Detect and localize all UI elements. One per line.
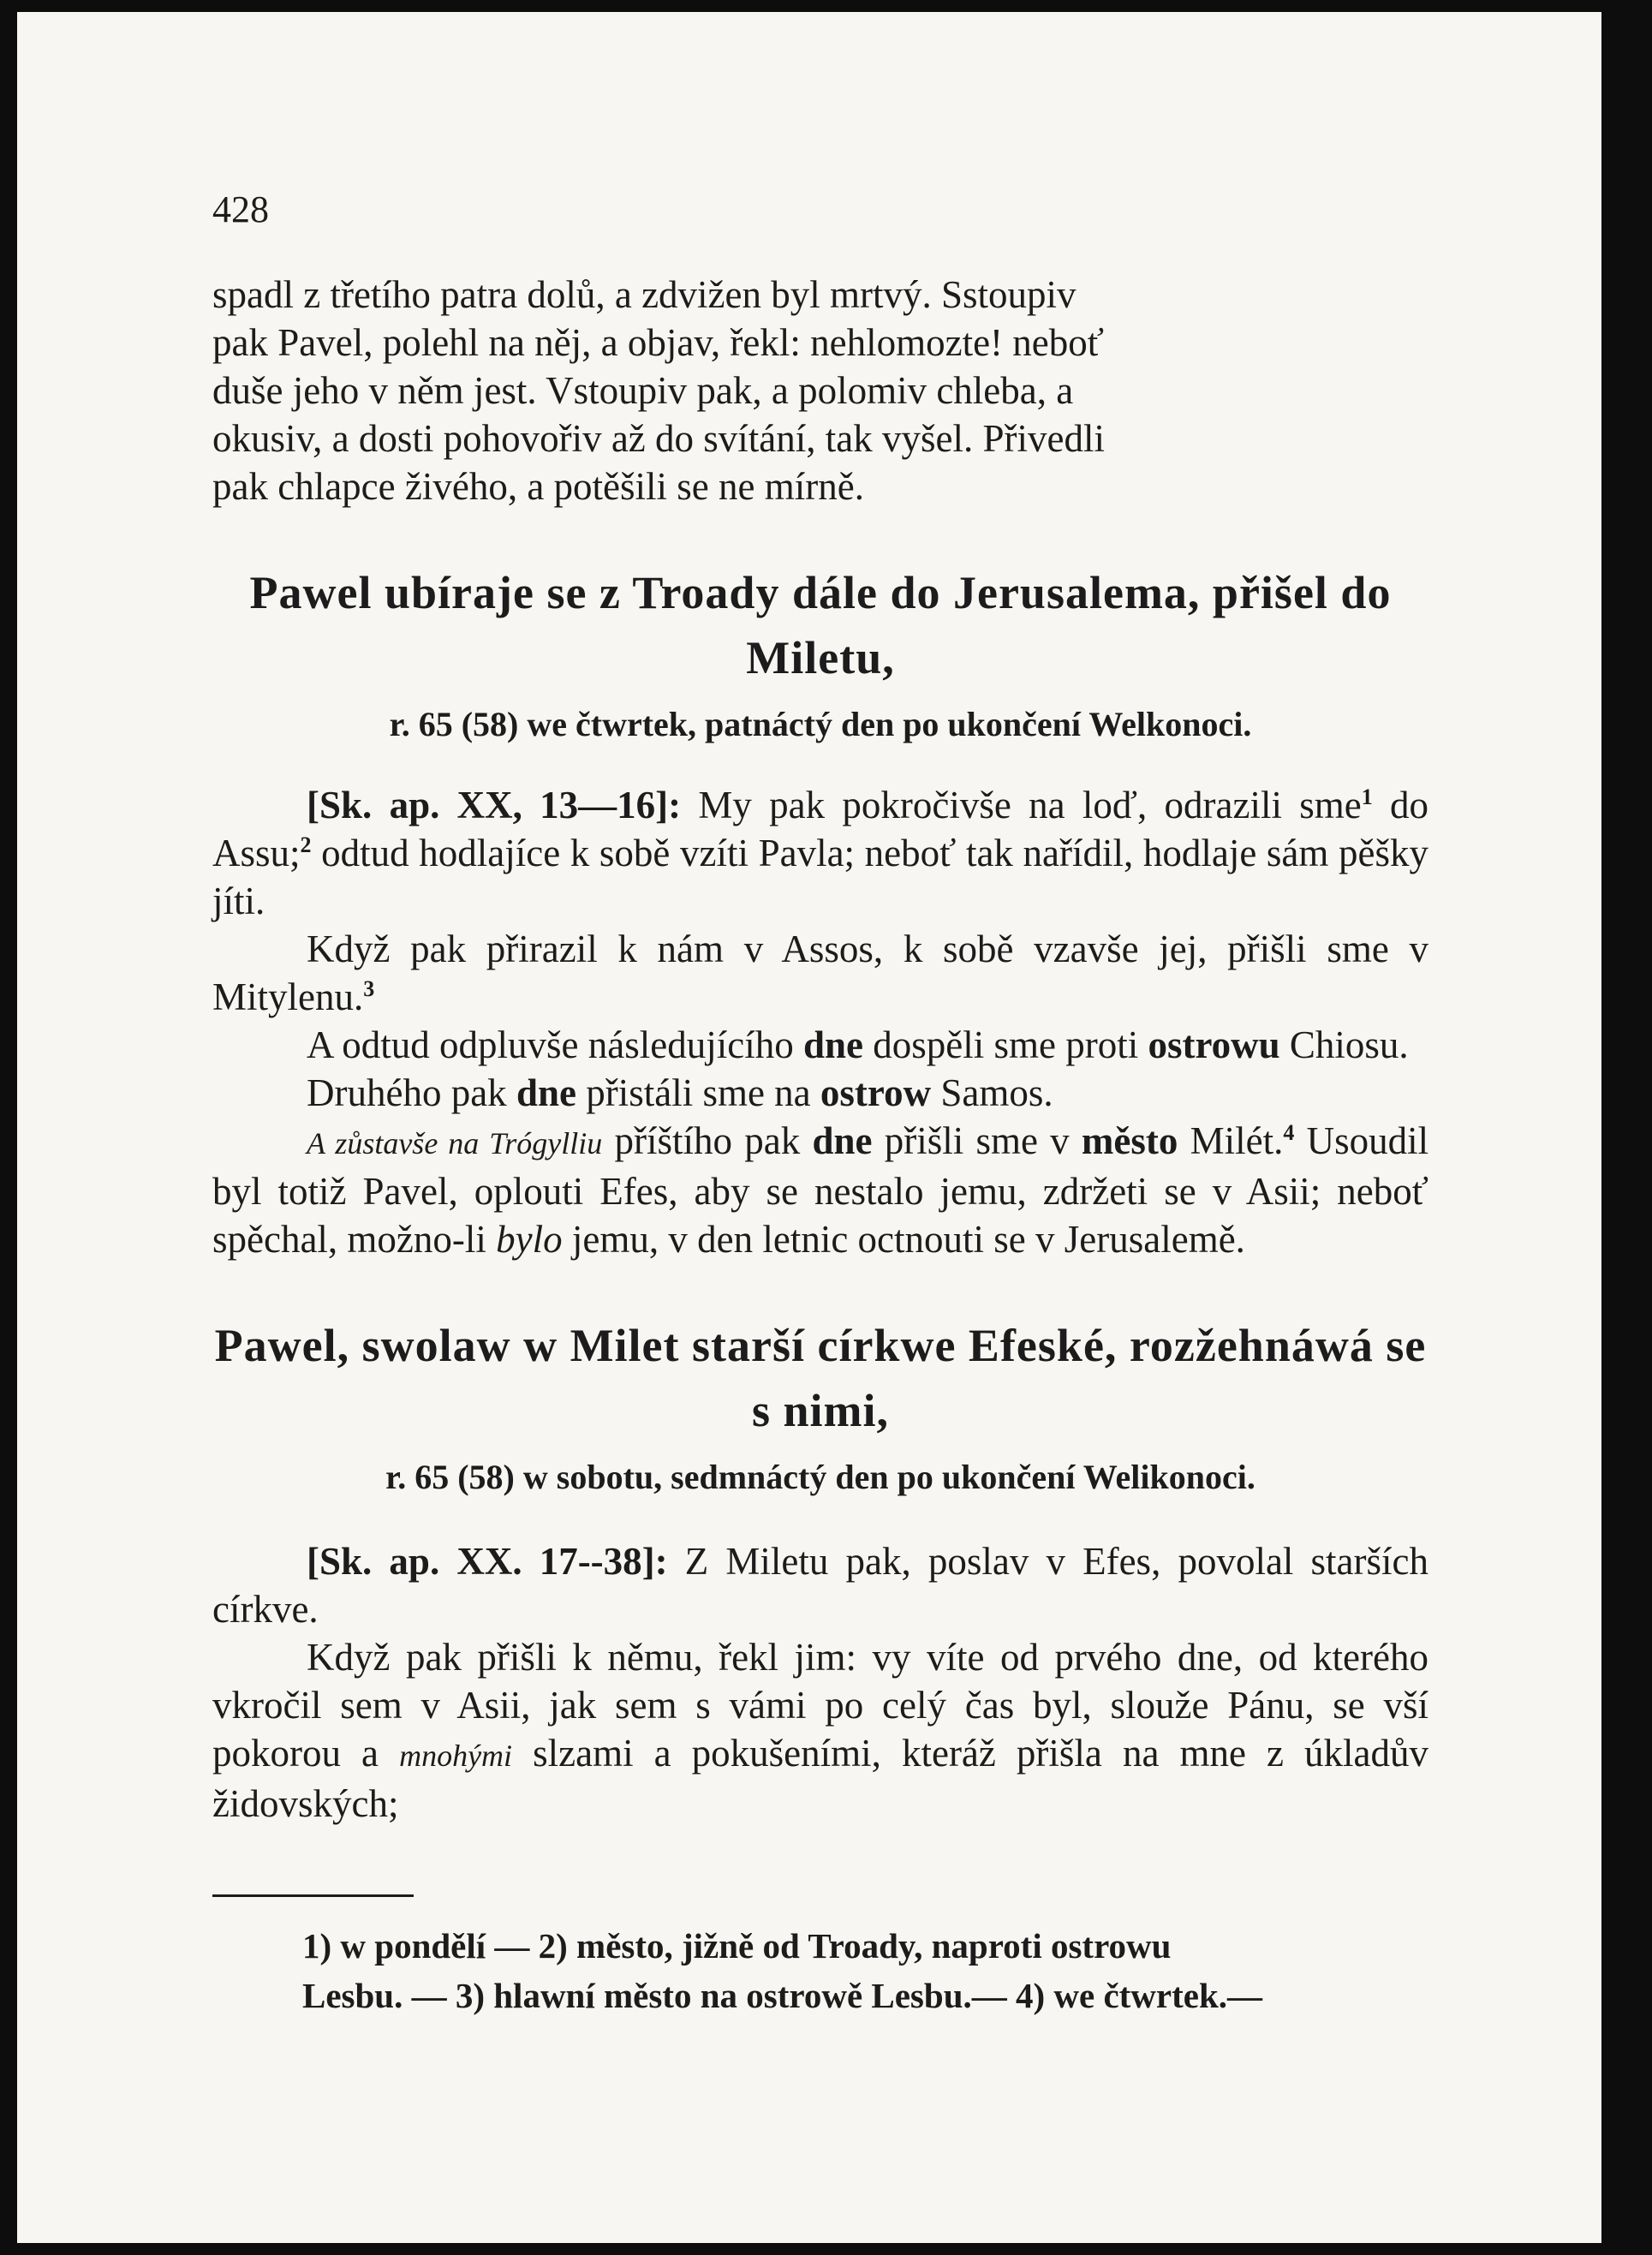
page-content [212,188,1428,2020]
text-run: Milét. [1190,1119,1284,1162]
italic-run: mnohými [399,1739,513,1773]
intro-paragraph [212,271,1428,510]
footnotes [212,1921,1428,2020]
intro-line: duše jeho v něm jest. Vstoupiv pak, a polomiv chleba, a [212,369,1074,412]
text-run: přistáli sme na [586,1071,811,1114]
italic-run: A zůstavše na Trógylliu [307,1126,603,1160]
footnote-line: Lesbu. — 3) hlawní město na ostrowě Lesbu.— 4) we čtwrtek.— [302,1976,1263,2015]
section-1-paragraph-2 [212,925,1428,1021]
footnote-marker: 2 [300,832,312,857]
scripture-reference: [Sk. ap. XX. 17--38]: [307,1540,668,1583]
text-run: Chiosu. [1289,1023,1409,1066]
text-run: odtud hodlajíce k sobě vzíti Pavla; neboť tak nařídil, hodlaje sám pěšky jíti. [212,832,1428,922]
text-run: My pak pokročivše na loď, odrazili sme [698,784,1362,826]
intro-line: spadl z třetího patra dolů, a zdvižen byl mrtvý. Sstoupiv [212,273,1076,316]
text-run: A odtud odpluvše následujícího [307,1023,794,1066]
footnote-marker: 3 [363,976,375,1001]
intro-line: pak Pavel, polehl na něj, a objav, řekl: nehlomozte! neboť [212,321,1104,364]
intro-line: okusiv, a dosti pohovořiv až do svítání, tak vyšel. Přivedli [212,417,1105,460]
footnote-separator [212,1894,414,1897]
fraktur-word: ostrowu [1148,1023,1280,1066]
intro-line: pak chlapce živého, a potěšili se ne mírně. [212,465,864,508]
fraktur-word: ostrow [820,1071,932,1114]
text-run: příštího pak [614,1119,801,1162]
section-1-paragraph-3 [212,1021,1428,1069]
page-number: 428 [212,188,269,230]
book-page [17,12,1608,2243]
text-run: jemu, v den letnic octnouti se v Jerusalemě. [571,1218,1245,1261]
fraktur-word: dne [516,1071,576,1114]
section-2-paragraph-2 [212,1633,1428,1828]
section-2-subheading: r. 65 (58) w sobotu, sedmnáctý den po ukončení Welikonoci. [385,1458,1255,1496]
text-run: Druhého pak [307,1071,507,1114]
text-run: Samos. [940,1071,1053,1114]
fraktur-word: dne [812,1119,873,1162]
section-2-paragraph-1 [212,1537,1428,1633]
italic-run: bylo [496,1218,563,1261]
text-run: slzami a pokušeními, kteráž přišla na mne z úkladův židovských; [212,1732,1429,1825]
footnote-line: 1) w pondělí — 2) město, jižně od Troady, naproti ostrowu [302,1926,1172,1966]
text-run: dospěli sme proti [873,1023,1139,1066]
section-1-heading: Pawel ubíraje se z Troady dále do Jerusalema, přišel do Miletu, [249,567,1392,683]
footnote-marker: 1 [1361,784,1373,809]
text-run: Usoudil byl totiž Pavel, oplouti Efes, aby se nestalo jemu, zdržeti se v Asii; neboť spěchal, možno-li [212,1119,1429,1261]
scripture-reference: [Sk. ap. XX, 13—16]: [307,784,682,826]
section-1-paragraph-4 [212,1069,1428,1117]
text-run: do Assu; [212,784,1428,874]
section-1-paragraph-5 [212,1117,1428,1263]
footnote-marker: 4 [1283,1120,1295,1145]
section-1-subheading: r. 65 (58) we čtwrtek, patnáctý den po ukončení Welkonoci. [389,705,1252,743]
text-run: Z Miletu pak, poslav v Efes, povolal starších církve. [212,1540,1429,1631]
text-run: Když pak přirazil k nám v Assos, k sobě vzavše jej, přišli sme v Mitylenu. [212,928,1428,1018]
fraktur-word: město [1081,1119,1178,1162]
page-edge-rule [1601,12,1608,2243]
section-1-paragraph-1 [212,781,1428,925]
text-run: přišli sme v [884,1119,1070,1162]
text-run: Když pak přišli k němu, řekl jim: vy víte od prvého dne, od kterého vkročil sem v Asii, jak sem s vámi po celý čas byl, slouže Pánu, se vší pokorou a [212,1636,1428,1775]
section-2-heading: Pawel, swolaw w Milet starší církwe Efeské, rozžehnáwá se s nimi, [214,1320,1427,1436]
fraktur-word: dne [802,1023,863,1066]
